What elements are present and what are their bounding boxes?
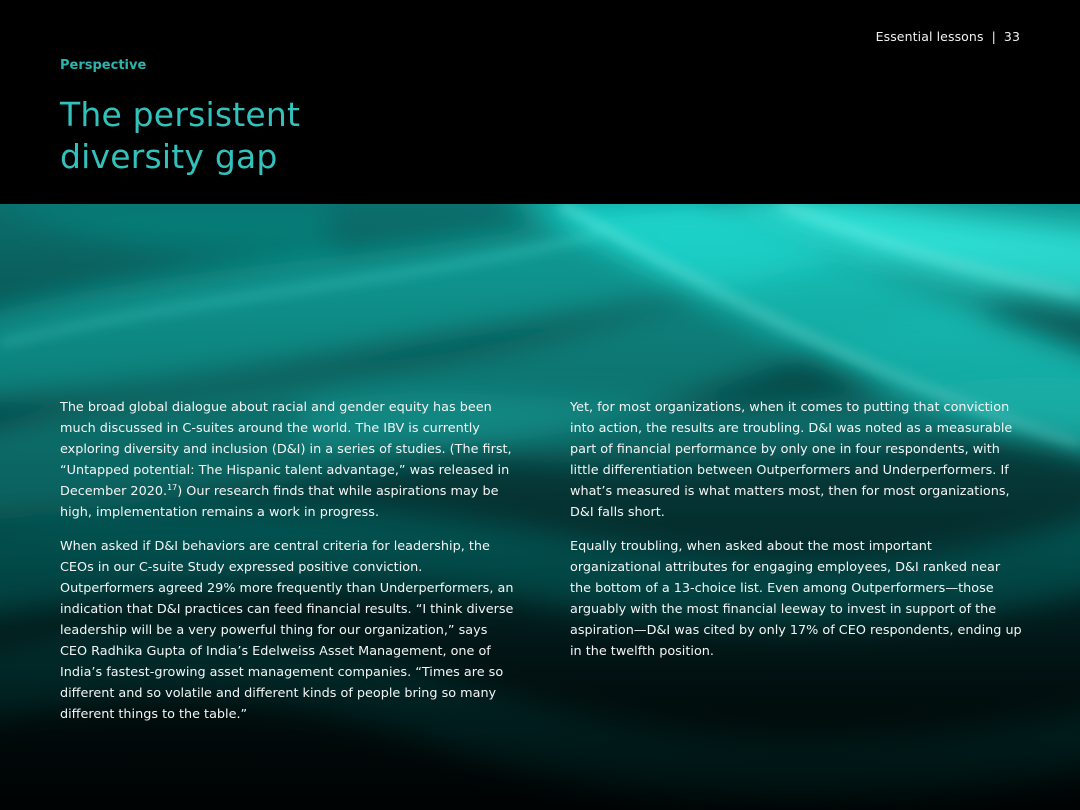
page-title xyxy=(60,94,460,178)
right-text-column xyxy=(570,398,1024,677)
page-header xyxy=(0,0,1080,204)
page-number: 33 xyxy=(1003,29,1020,44)
left-text-column xyxy=(60,398,516,740)
left-paragraph-1 xyxy=(60,398,516,523)
title-line-2: diversity gap xyxy=(60,137,278,176)
title-line-1: The persistent xyxy=(60,95,301,134)
right-paragraph-2: Equally troubling, when asked about the most important organizational attributes for engaging employees, D&I ranked near the bottom of a 13-choice list. Even among Outperformers—those arguably with the most financial leeway to invest in support of the aspiration—D&I was cited by only 17% of CEO respondents, ending up in the twelfth position. xyxy=(570,539,1022,659)
right-paragraph-1: Yet, for most organizations, when it comes to putting that conviction into action, the results are troubling. D&I was noted as a measurable part of financial performance by only one in four respondents, with little differentiation between Outperformers and Underperformers. If what’s measured is what matters most, then for most organizations, D&I falls short. xyxy=(570,400,1013,520)
section-name: Essential lessons xyxy=(875,29,984,44)
left-paragraph-2: When asked if D&I behaviors are central criteria for leadership, the CEOs in our C-suite Study expressed positive conviction. Outperformers agreed 29% more frequently than Underperformers, an indication that D&I practices can feed financial results. “I think diverse leadership will be a very powerful thing for our organization,” says CEO Radhika Gupta of India’s Edelweiss Asset Management, one of India’s fastest-growing asset management companies. “Times are so different and so volatile and different kinds of people bring so many different things to the table.” xyxy=(60,539,514,722)
running-header xyxy=(876,29,1020,44)
footnote-reference: 17 xyxy=(167,482,178,492)
left-paragraph-1-text: The broad global dialogue about racial and gender equity has been much discussed in C-suites around the world. The IBV is currently exploring diversity and inclusion (D&I) in a series of studies. (The first, “Untapped potential: The Hispanic talent advantage,” was released in December 2020. xyxy=(60,400,512,499)
header-separator: | xyxy=(991,29,996,44)
eyebrow-label: Perspective xyxy=(60,58,147,73)
left-paragraph-1-text-cont: ) Our research finds that while aspirations may be high, implementation remains a work in progress. xyxy=(60,483,499,520)
